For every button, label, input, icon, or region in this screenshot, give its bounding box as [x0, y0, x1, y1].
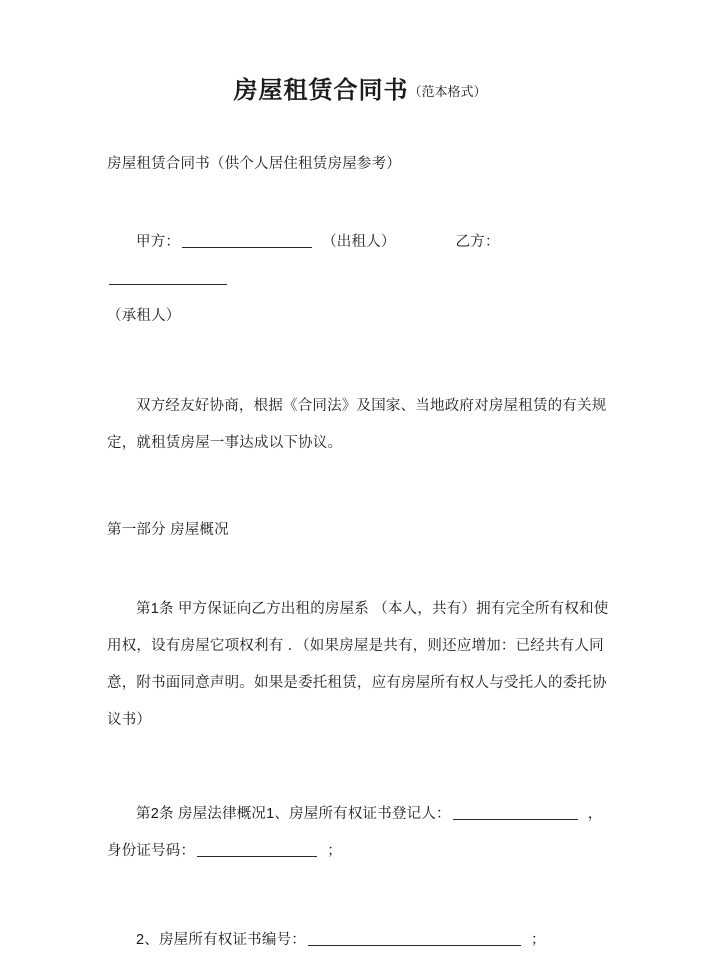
party-b-blank[interactable]	[109, 270, 227, 286]
page-title-main: 房屋租赁合同书	[233, 77, 409, 104]
spacer-before-parties	[107, 183, 615, 224]
party-b-role-line: （承租人）	[107, 308, 181, 324]
party-a-label: 甲方：	[136, 234, 181, 250]
certificate-number-blank[interactable]	[308, 931, 521, 947]
article-2-lead: 第2条 房屋法律概况1、房屋所有权证书登记人：	[136, 806, 451, 822]
article-2-paragraph	[107, 796, 615, 870]
item-2-tail: ；	[530, 932, 546, 948]
article-2-item-2	[107, 922, 615, 959]
owner-name-blank[interactable]	[453, 805, 578, 821]
parties-line	[107, 224, 615, 298]
article-2-mid: ，身份证号码：	[107, 806, 603, 859]
party-a-role: （出租人）	[322, 234, 396, 250]
article-2-semicolon: ；	[327, 843, 342, 859]
section-one-heading: 第一部分 房屋概况	[107, 522, 229, 538]
spacer-before-article-1	[107, 549, 615, 591]
spacer-before-section	[107, 462, 615, 512]
subtitle-line: 房屋租赁合同书（供个人居住租赁房屋参考）	[107, 156, 401, 172]
spacer-before-article-2	[107, 739, 615, 796]
page-title	[0, 0, 720, 106]
item-2-lead: 2、房屋所有权证书编号：	[136, 932, 306, 948]
spacer-before-recital	[107, 335, 615, 388]
article-1-text: 第1条 甲方保证向乙方出租的房屋系 （本人，共有）拥有完全所有权和使用权，设有房屋它项权利有 ．（如果房屋是共有，则还应增加：已经共有人同意，附书面同意声明。如果是委托租赁，应有房屋所有权人与受托人的委托协议书）	[107, 601, 609, 728]
recital-paragraph	[107, 388, 615, 462]
recital-text: 双方经友好协商，根据《合同法》及国家、当地政府对房屋租赁的有关规定，就租赁房屋一事达成以下协议。	[107, 398, 607, 451]
id-number-blank[interactable]	[197, 842, 317, 858]
spacer-before-item-2	[107, 870, 615, 922]
spacer-after-title	[0, 106, 720, 146]
page-title-subnote: （范本格式）	[408, 84, 487, 99]
document-body	[0, 146, 720, 959]
party-b-label: 乙方：	[455, 234, 500, 250]
party-a-blank[interactable]	[182, 233, 312, 249]
article-1-paragraph	[107, 591, 615, 739]
